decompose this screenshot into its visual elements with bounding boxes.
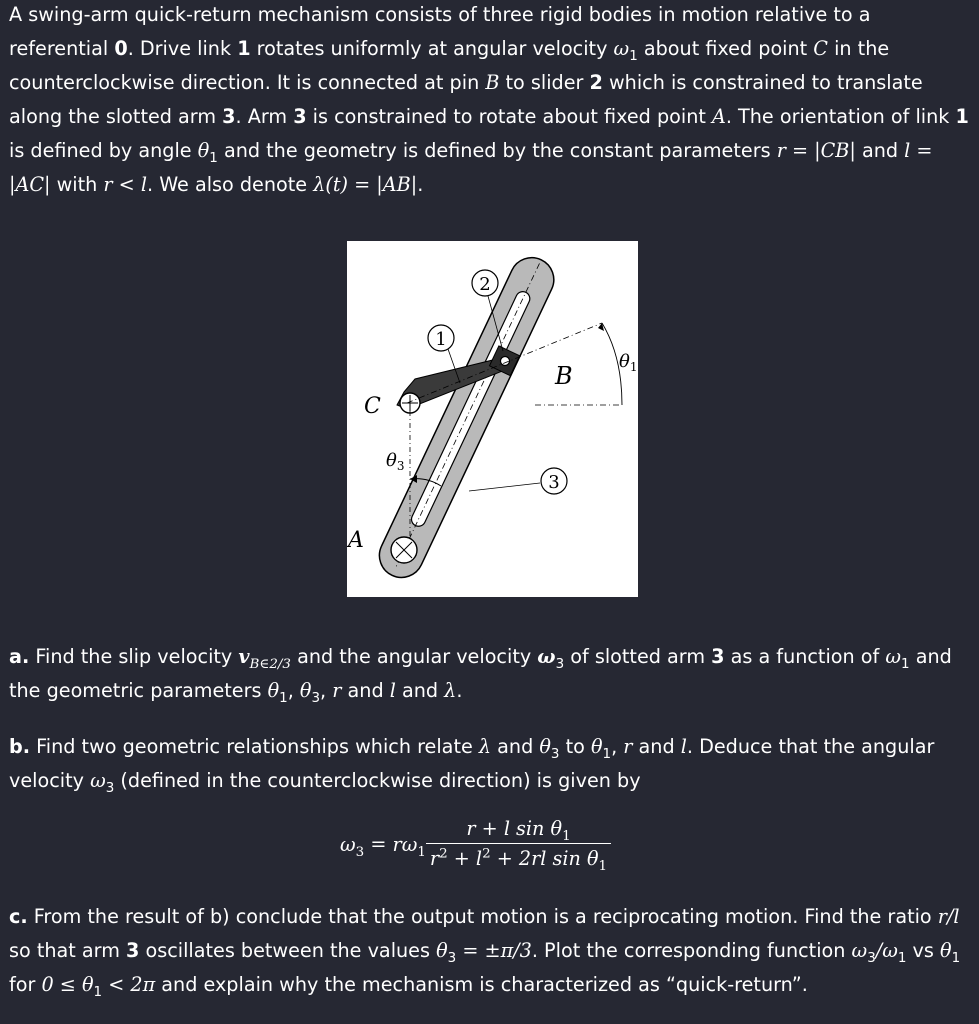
problem-statement: A swing-arm quick-return mechanism consists of three rigid bodies in motion relative to a referential 0. Drive link 1 rotates uniformly at angular velocity $\omega_1$ about fixed point C in the counterclockwise direction. It is connected at pin B to slider 2 which is constrained to translate along the slotted arm 3. Arm 3 is constrained to rotate about fixed point A. The orientation of link 1 is defined by angle $\theta_1$ and the geometry is defined by the constant parameters r = |CB| and l = |AC| with r < l. We also denote λ(t) = |AB|. xyxy=(9,3,969,196)
formula-lhs: $\omega_3$ xyxy=(340,832,365,860)
slotted-arm-3 xyxy=(372,250,561,584)
label-theta1: $\theta_1$ xyxy=(619,351,638,374)
mechanism-diagram xyxy=(347,241,638,597)
pivot-c xyxy=(400,393,420,413)
callout-1-label: 1 xyxy=(435,329,447,350)
label-a: A xyxy=(348,528,364,553)
part-c: c. From the result of b) conclude that the output motion is a reciprocating motion. Find the ratio r/l so that arm 3 oscillates between the values $\theta_3 = \pm\pi/3$. Plot the corresponding function $\omega_3/\omega_1$ vs $\theta_1$ for $0 \le \theta_1 < 2\pi$ and explain why the mechanism is characterized as “quick-return”. xyxy=(9,905,961,1000)
formula-denominator: $r^2 + l^2 + 2rl$ $\sin \theta_1$ xyxy=(426,843,611,874)
label-c: C xyxy=(364,394,381,419)
formula-numerator: r + l $\sin \theta_1$ xyxy=(466,817,571,844)
callout-2-label: 2 xyxy=(479,274,491,295)
formula-fraction xyxy=(426,815,611,874)
formula-factor: $r\omega_1$ xyxy=(392,832,426,860)
part-b: b. Find two geometric relationships which relate λ and $\theta_3$ to $\theta_1$, r and l. Deduce that the angular velocity $\omega_3$ (defined in the counterclockwise direction) is given by xyxy=(9,735,935,796)
mechanism-figure xyxy=(347,241,638,597)
callout-3-label: 3 xyxy=(548,472,560,493)
part-a: a. Find the slip velocity $v_{B\in 2/3}$ and the angular velocity $\omega_3$ of slotted arm 3 as a function of $\omega_1$ and the geometric parameters $\theta_1$, $\theta_3$, r and l and λ. xyxy=(9,645,952,706)
formula-equals: = xyxy=(364,832,393,856)
omega3-formula xyxy=(340,815,611,885)
label-theta3: $\theta_3$ xyxy=(386,450,405,473)
leader-3 xyxy=(469,483,540,491)
label-b: B xyxy=(555,362,573,390)
pivot-a xyxy=(391,537,417,563)
